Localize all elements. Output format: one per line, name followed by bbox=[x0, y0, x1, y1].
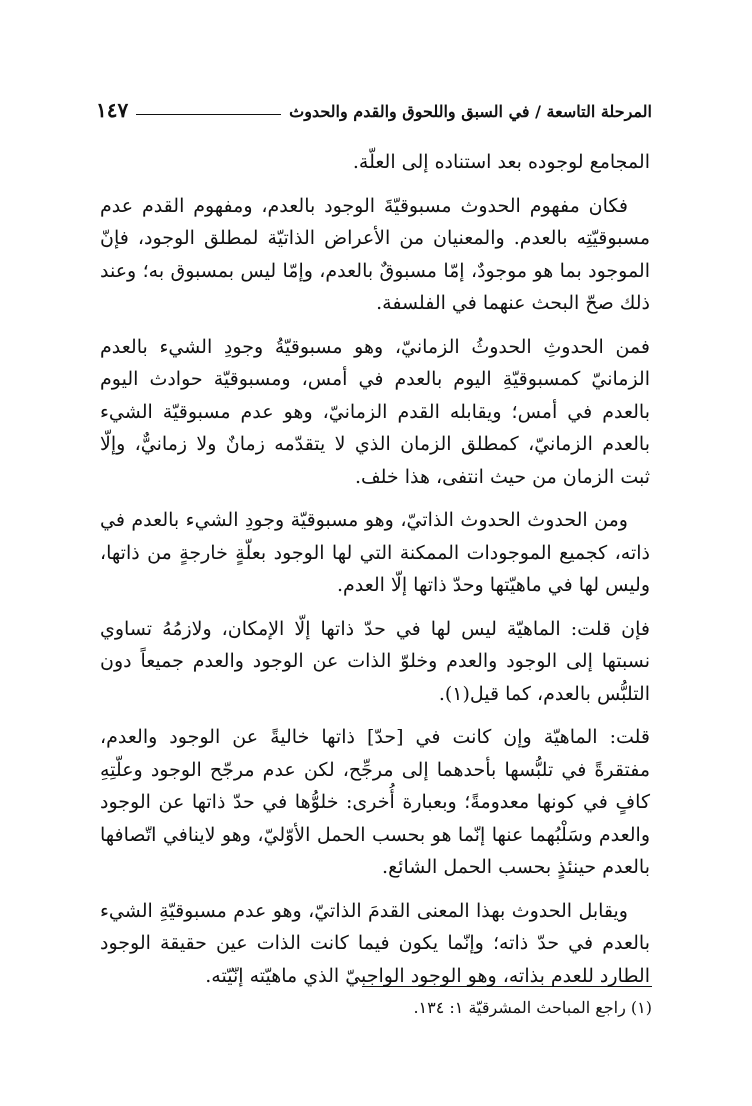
paragraph: فمن الحدوثِ الحدوثُ الزمانيّ، وهو مسبوقيّةُ وجودِ الشيء بالعدم الزمانيّ كمسبوقيّةِ اليوم بالعدم في أمس، ومسبوقيّة حوادث اليوم بالعدم في أمس؛ ويقابله القدم الزمانيّ، وهو عدم مسبوقيّة الشيء بالعدم الزمانيّ، كمطلق الزمان الذي لا يتقدّمه زمانٌ ولا زمانيٌّ، وإلّا ثبت الزمان من حيث انتفى، هذا خلف. bbox=[100, 335, 650, 488]
footnote-rule bbox=[362, 986, 652, 987]
running-title: المرحلة التاسعة / في السبق واللحوق والقدم والحدوث bbox=[289, 102, 652, 121]
paragraph: فكان مفهوم الحدوث مسبوقيّةَ الوجود بالعدم، ومفهوم القدم عدم مسبوقيّتِه بالعدم. والمعنيان من الأعراض الذاتيّة لمطلق الوجود، فإنّ الموجود بما هو موجودٌ، إمّا مسبوقٌ بالعدم، وإمّا ليس بمسبوق به؛ وعند ذلك صحّ البحث عنهما في الفلسفة. bbox=[100, 194, 650, 314]
paragraph: ويقابل الحدوث بهذا المعنى القدمَ الذاتيّ، وهو عدم مسبوقيّةِ الشيء بالعدم في حدّ ذاته؛ وإنّما يكون فيما كانت الذات عين حقيقة الوجود الطارد للعدم بذاته، وهو الوجود الواجبيّ الذي ماهيّته إنّيّته. bbox=[100, 899, 650, 987]
paragraph: المجامع لوجوده بعد استناده إلى العلّة. bbox=[352, 151, 650, 173]
paragraph: ومن الحدوث الحدوث الذاتيّ، وهو مسبوقيّة وجودِ الشيء بالعدم في ذاته، كجميع الموجودات الممكنة التي لها الوجود بعلّةٍ خارجةٍ من ذاتها، وليس لها في ماهيّتها وحدّ ذاتها إلّا العدم. bbox=[100, 509, 650, 596]
footnote: (١) راجع المباحث المشرقيّة ١: ١٣٤. bbox=[413, 998, 652, 1017]
page-number: ١٤٧ bbox=[96, 98, 129, 122]
header-rule bbox=[136, 114, 281, 115]
body-text bbox=[100, 146, 650, 1003]
page-header bbox=[96, 86, 652, 120]
paragraph: فإن قلت: الماهيّة ليس لها في حدّ ذاتها إلّا الإمكان، ولازمُهُ تساوي نسبتها إلى الوجود والعدم وخلوّ الذات عن الوجود والعدم جميعاً دون التلبُّس بالعدم، كما قيل(١). bbox=[100, 617, 650, 705]
paragraph: قلت: الماهيّة وإن كانت في [حدّ] ذاتها خاليةً عن الوجود والعدم، مفتقرةً في تلبُّسها بأحدهما إلى مرجِّح، لكن عدم مرجّح الوجود وعلّتِهِ كافٍ في كونها معدومةً؛ وبعبارة أُخرى: خلوُّها في حدّ ذاتها عن الوجود والعدم وسَلْبُهما عنها إنّما هو بحسب الحمل الأوّليّ، وهو لاينافي اتّصافها بالعدم حينئذٍ بحسب الحمل الشائع. bbox=[100, 726, 650, 878]
